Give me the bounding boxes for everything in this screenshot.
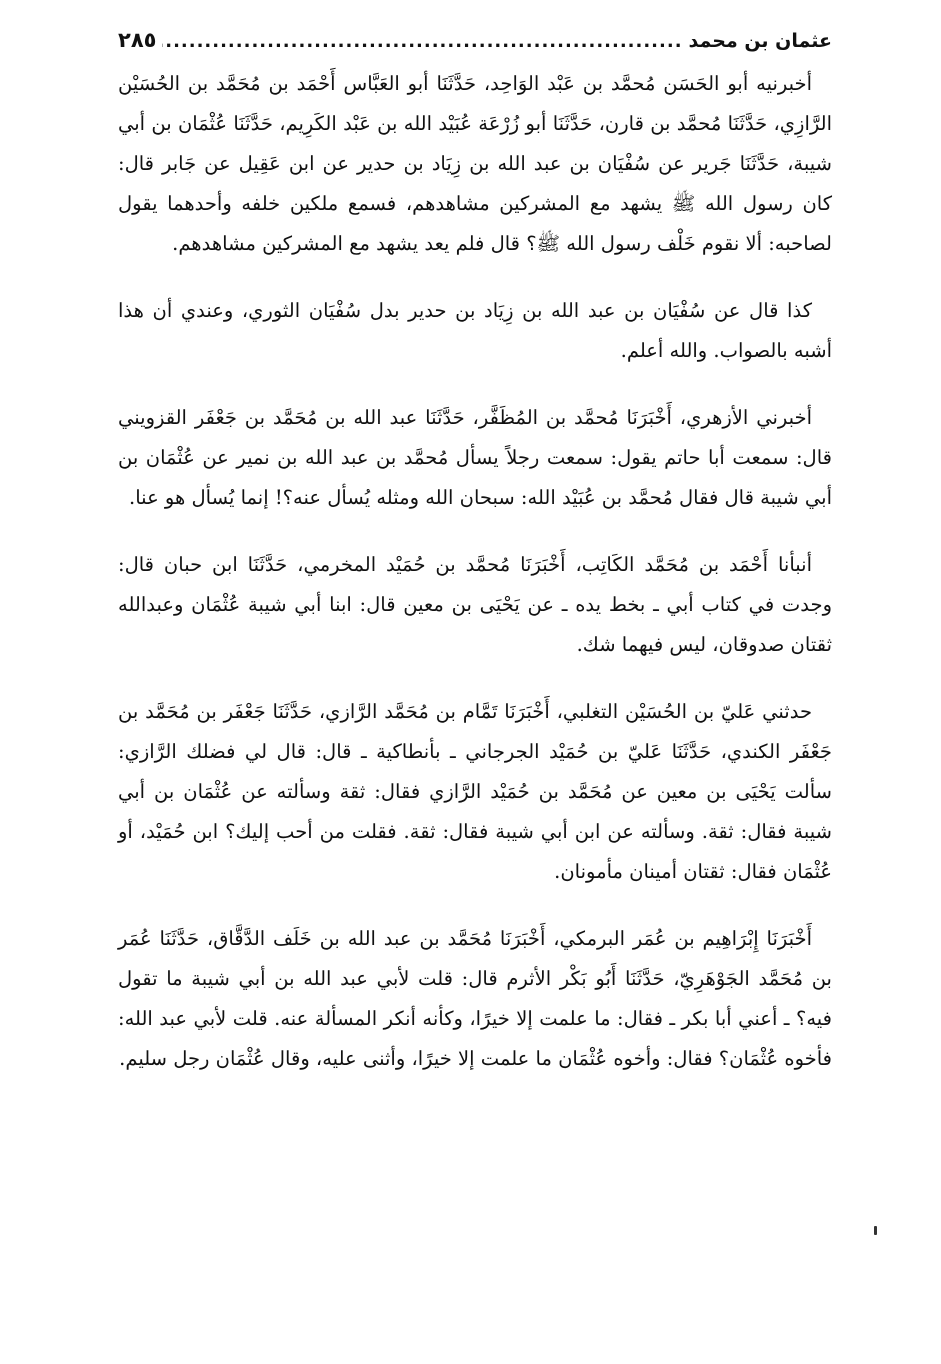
paragraph-text: أخبرني الأزهري، أَخْبَرَنَا مُحمَّد بن المُظَفَّر، حَدَّثَنَا عبد الله بن مُحَمَّد بن جَعْفَر القزويني قال: سمعت أبا حاتم يقول: سمعت رجلاً يسأل مُحمَّد بن عبد الله بن نمير عن عُثْمَان بن أبي شيبة قال فقال مُحمَّد بن عُبَيْد الله: سبحان الله ومثله يُسأل عنه؟! إنما يُسأل هو عنا. xyxy=(118,406,832,509)
paragraph-text: أنبأنا أَحْمَد بن مُحَمَّد الكَاتِب، أَخْبَرَنَا مُحمَّد بن حُمَيْد المخرمي، حَدَّثَنَا ابن حبان قال: وجدت في كتاب أبي ـ بخط يده ـ عن يَحْيَى بن معين قال: ابنا أبي شيبة عُثْمَان وعبدالله ثقتان صدوقان، ليس فيهما شك. xyxy=(118,553,832,656)
paragraph-gap xyxy=(118,371,832,398)
page-number: ٢٨٥ xyxy=(118,28,157,52)
running-header xyxy=(118,28,832,64)
paragraph-gap xyxy=(118,264,832,291)
paragraph-text: أَخْبَرَنَا إِبْرَاهِيم بن عُمَر البرمكي، أَخْبَرَنَا مُحَمَّد بن عبد الله بن خَلَف الدَّقَّاق، حَدَّثَنَا عُمَر بن مُحَمَّد الجَوْهَرِيّ، حَدَّثَنَا أَبُو بَكْر الأثرم قال: قلت لأبي عبد الله بن أبي شيبة ما تقول فيه؟ ـ أعني أبا بكر ـ فقال: ما علمت إلا خيرًا، وكأنه أنكر المسألة عنه. قلت لأبي عبد الله: فأخوه عُثْمَان؟ فقال: وأخوه عُثْمَان ما علمت إلا خيرًا، وأثنى عليه، وقال عُثْمَان رجل سليم. xyxy=(118,927,832,1070)
chapter-title: عثمان بن محمد xyxy=(688,30,832,52)
paragraph-gap xyxy=(118,892,832,919)
paragraph-fadlak-al-razi xyxy=(118,692,832,892)
paragraph-hadith-isnad xyxy=(118,64,832,264)
paragraph-al-athram xyxy=(118,919,832,1079)
paragraph-gap xyxy=(118,518,832,545)
paragraph-author-comment xyxy=(118,291,832,371)
document-page xyxy=(118,28,832,1079)
paragraph-gap xyxy=(118,665,832,692)
paragraph-text: أخبرنيه أبو الحَسَن مُحمَّد بن عَبْد الوَاحِد، حَدَّثَنَا أبو العَبَّاس أَحْمَد بن مُحَمَّد بن الحُسَيْن الرَّازِي، حَدَّثَنَا مُحمَّد بن قارن، حَدَّثَنَا أبو زُرْعَة عُبَيْد الله بن عَبْد الكَرِيم، حَدَّثَنَا عُثْمَان بن أبي شيبة، حَدَّثَنَا جَرير عن سُفْيَان بن عبد الله بن زِيَاد بن حدير عن ابن عَقِيل عن جَابر قال: كان رسول الله ﷺ يشهد مع المشركين مشاهدهم، فسمع ملكين خلفه وأحدهما يقول لصاحبه: ألا نقوم خَلْف رسول الله ﷺ؟ قال فلم يعد يشهد مع المشركين مشاهدهم. xyxy=(118,72,832,255)
paragraph-text: كذا قال عن سُفْيَان بن عبد الله بن زِيَاد بن حدير بدل سُفْيَان الثوري، وعندي أن هذا أشبه بالصواب. والله أعلم. xyxy=(118,299,832,362)
margin-mark xyxy=(874,1226,877,1235)
paragraph-text: حدثني عَليّ بن الحُسَيْن التغلبي، أَخْبَرَنَا تَمَّام بن مُحَمَّد الرَّازي، حَدَّثَنَا جَعْفَر بن مُحَمَّد بن جَعْفَر الكندي، حَدَّثَنَا عَليّ بن حُمَيْد الجرجاني ـ بأنطاكية ـ قال: قال لي فضلك الرَّازي: سألت يَحْيَى بن معين عن مُحَمَّد بن حُمَيْد الرَّازي فقال: ثقة وسألته عن عُثْمَان بن أبي شيبة فقال: ثقة. وسألته عن ابن أبي شيبة فقال: ثقة. فقلت من أحب إليك؟ ابن حُمَيْد، أو عُثْمَان فقال: ثقتان أمينان مأمونان. xyxy=(118,700,832,883)
paragraph-ibn-numayr xyxy=(118,398,832,518)
dot-leader xyxy=(162,31,682,52)
paragraph-ibn-maeen xyxy=(118,545,832,665)
